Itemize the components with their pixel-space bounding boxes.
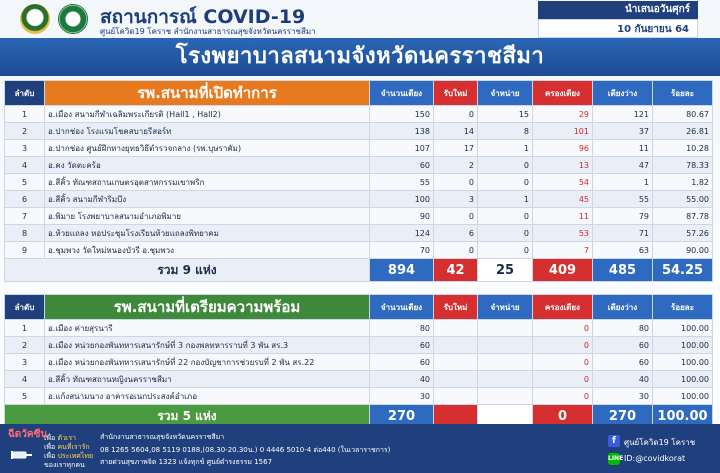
col-header-vacant: เตียงว่าง (593, 81, 653, 106)
row-vacant: 60 (593, 354, 653, 371)
open-field-hospitals-table (4, 80, 713, 282)
header (0, 0, 720, 38)
row-occupied: 0 (533, 320, 593, 337)
row-new (434, 337, 478, 354)
page-subtitle: ศูนย์โควิด19 โคราช สำนักงานสาธารณสุขจังหวัดนครราชสีมา (100, 27, 316, 36)
row-hospital-name: อ.สีคิ้ว ทัณฑสถานหญิงนครราชสีมา (45, 371, 370, 388)
row-occupied: 54 (533, 174, 593, 191)
footer (0, 424, 720, 473)
table-row (5, 123, 713, 140)
row-discharged (478, 320, 533, 337)
total-row (5, 259, 713, 282)
table-row (5, 242, 713, 259)
row-index: 4 (5, 371, 45, 388)
table-row (5, 371, 713, 388)
row-vacant: 11 (593, 140, 653, 157)
row-new (434, 371, 478, 388)
row-discharged (478, 371, 533, 388)
row-hospital-name: อ.คง วัดตะคร้อ (45, 157, 370, 174)
facebook-icon: f (608, 435, 620, 447)
row-index: 6 (5, 191, 45, 208)
row-occupied: 7 (533, 242, 593, 259)
row-index: 2 (5, 123, 45, 140)
row-percent: 1.82 (653, 174, 713, 191)
row-new: 0 (434, 174, 478, 191)
row-new (434, 354, 478, 371)
row-hospital-name: อ.เมือง หน่วยกองพันทหารเสนารักษ์ที่ 22 กองบัญชาการช่วยรบที่ 2 พัน สร.22 (45, 354, 370, 371)
row-occupied: 0 (533, 388, 593, 405)
row-index: 9 (5, 242, 45, 259)
row-occupied: 29 (533, 106, 593, 123)
row-index: 4 (5, 157, 45, 174)
provincial-seal-logo (20, 4, 50, 34)
row-beds: 40 (370, 371, 434, 388)
row-vacant: 1 (593, 174, 653, 191)
col-header-percent: ร้อยละ (653, 295, 713, 320)
total-label: รวม 9 แห่ง (5, 259, 370, 282)
table-row (5, 208, 713, 225)
campaign-tag-1: ตัวเรา (57, 434, 77, 442)
col-header-occupied: ครองเตียง (533, 81, 593, 106)
row-occupied: 96 (533, 140, 593, 157)
facebook-label: ศูนย์โควิด19 โคราช (624, 438, 696, 447)
report-date: 10 กันยายน 64 (538, 19, 698, 38)
row-beds: 150 (370, 106, 434, 123)
col-header-vacant: เตียงว่าง (593, 295, 653, 320)
footer-phones: 08 1265 5604,08 5119 0188,(08.30-20.30น.) 0 4446 5010-4 ต่อ440 (ในเวลาราชการ) (100, 446, 391, 454)
col-header-new: รับใหม่ (434, 81, 478, 106)
row-vacant: 80 (593, 320, 653, 337)
row-percent: 100.00 (653, 337, 713, 354)
row-percent: 100.00 (653, 354, 713, 371)
row-discharged: 1 (478, 140, 533, 157)
row-discharged: 8 (478, 123, 533, 140)
row-occupied: 53 (533, 225, 593, 242)
row-beds: 80 (370, 320, 434, 337)
col-header-beds: จำนวนเตียง (370, 81, 434, 106)
row-index: 3 (5, 140, 45, 157)
row-hospital-name: อ.สีคิ้ว ทัณฑสถานเกษตรอุตสาหกรรมเขาพริก (45, 174, 370, 191)
row-percent: 87.78 (653, 208, 713, 225)
table-header (5, 81, 713, 106)
row-discharged: 15 (478, 106, 533, 123)
table-row (5, 174, 713, 191)
row-percent: 100.00 (653, 388, 713, 405)
row-new: 3 (434, 191, 478, 208)
row-index: 3 (5, 354, 45, 371)
col-header-percent: ร้อยละ (653, 81, 713, 106)
row-hospital-name: อ.เมือง หน่วยกองพันทหารเสนารักษ์ที่ 3 กองพลทหารราบที่ 3 พัน สร.3 (45, 337, 370, 354)
row-vacant: 60 (593, 337, 653, 354)
row-new: 2 (434, 157, 478, 174)
row-new: 0 (434, 106, 478, 123)
row-discharged: 1 (478, 191, 533, 208)
line-link[interactable] (608, 454, 686, 463)
row-new: 6 (434, 225, 478, 242)
col-header-idx: ลำดับ (5, 81, 45, 106)
row-vacant: 47 (593, 157, 653, 174)
table-row (5, 140, 713, 157)
total-occupied: 409 (533, 259, 593, 282)
row-discharged: 0 (478, 174, 533, 191)
campaign-tag-3: ประเทศไทย (57, 452, 94, 460)
total-vacant: 485 (593, 259, 653, 282)
row-occupied: 101 (533, 123, 593, 140)
banner (0, 38, 720, 76)
row-hospital-name: อ.ห้วยแถลง หอประชุมโรงเรียนห้วยแถลงพิทยาคม (45, 225, 370, 242)
row-index: 5 (5, 174, 45, 191)
row-occupied: 0 (533, 354, 593, 371)
total-percent: 54.25 (653, 259, 713, 282)
line-icon: LINE (608, 453, 620, 465)
row-percent: 100.00 (653, 371, 713, 388)
row-new: 17 (434, 140, 478, 157)
row-hospital-name: อ.เมือง สนามกีฬาเฉลิมพระเกียรติ (Hall1 , Hall2) (45, 106, 370, 123)
table-row (5, 388, 713, 405)
row-discharged: 0 (478, 225, 533, 242)
row-occupied: 0 (533, 337, 593, 354)
row-vacant: 63 (593, 242, 653, 259)
row-percent: 10.28 (653, 140, 713, 157)
col-header-occupied: ครองเตียง (533, 295, 593, 320)
total-beds: 270 (370, 405, 434, 428)
report-date-box (538, 1, 698, 38)
row-index: 2 (5, 337, 45, 354)
row-percent: 80.67 (653, 106, 713, 123)
row-new: 0 (434, 208, 478, 225)
col-header-idx: ลำดับ (5, 295, 45, 320)
row-beds: 107 (370, 140, 434, 157)
row-percent: 55.00 (653, 191, 713, 208)
row-beds: 60 (370, 354, 434, 371)
row-index: 5 (5, 388, 45, 405)
section-title-open: รพ.สนามที่เปิดทำการ (45, 81, 370, 106)
col-header-new: รับใหม่ (434, 295, 478, 320)
row-new (434, 388, 478, 405)
row-hospital-name: อ.ปากช่อง โรงแรมโชคสบายรีสอร์ท (45, 123, 370, 140)
col-header-discharged: จำหน่าย (478, 81, 533, 106)
row-beds: 30 (370, 388, 434, 405)
section-title-standby: รพ.สนามที่เตรียมความพร้อม (45, 295, 370, 320)
row-hospital-name: อ.ปากช่อง ศูนย์ฝึกทางยุทธวิธีตำรวจกลาง (รพ.บุษราคัม) (45, 140, 370, 157)
table-row (5, 354, 713, 371)
row-index: 1 (5, 106, 45, 123)
row-percent: 78.33 (653, 157, 713, 174)
table-header (5, 295, 713, 320)
row-occupied: 13 (533, 157, 593, 174)
campaign-tag-2: คนที่เรารัก (57, 443, 90, 451)
table-row (5, 157, 713, 174)
row-index: 8 (5, 225, 45, 242)
row-occupied: 45 (533, 191, 593, 208)
row-beds: 55 (370, 174, 434, 191)
row-beds: 100 (370, 191, 434, 208)
row-hospital-name: อ.พิมาย โรงพยาบาลสนามอำเภอพิมาย (45, 208, 370, 225)
row-beds: 124 (370, 225, 434, 242)
campaign-tag-4: ของเราทุกคน (44, 461, 85, 469)
row-vacant: 121 (593, 106, 653, 123)
row-hospital-name: อ.สีคิ้ว สนามกีฬาริมบึง (45, 191, 370, 208)
row-beds: 138 (370, 123, 434, 140)
col-header-beds: จำนวนเตียง (370, 295, 434, 320)
row-discharged (478, 354, 533, 371)
row-discharged (478, 388, 533, 405)
total-discharged: 25 (478, 259, 533, 282)
banner-title: โรงพยาบาลสนามจังหวัดนครราชสีมา (175, 44, 545, 69)
footer-hotline: สายด่วนสุขภาพจิต 1323 แจ้งทุกข์ ศูนย์ดำรงธรรม 1567 (100, 458, 273, 466)
page-title: สถานการณ์ COVID-19 (100, 6, 306, 28)
report-day: นำเสนอวันศุกร์ (538, 1, 698, 19)
row-beds: 60 (370, 157, 434, 174)
row-discharged: 0 (478, 242, 533, 259)
total-occupied: 0 (533, 405, 593, 428)
ministry-of-health-logo (58, 4, 88, 34)
row-index: 1 (5, 320, 45, 337)
standby-field-hospitals-table (4, 294, 713, 428)
col-header-discharged: จำหน่าย (478, 295, 533, 320)
table-row (5, 337, 713, 354)
footer-office: สำนักงานสาธารณสุขจังหวัดนครราชสีมา (100, 433, 225, 441)
row-hospital-name: อ.ชุมพวง วัดใหม่หนองบัวรี อ.ชุมพวง (45, 242, 370, 259)
syringe-icon (10, 443, 34, 467)
row-percent: 90.00 (653, 242, 713, 259)
total-new: 42 (434, 259, 478, 282)
row-beds: 60 (370, 337, 434, 354)
row-discharged: 0 (478, 157, 533, 174)
row-vacant: 79 (593, 208, 653, 225)
campaign-tag-prefix: เพื่อ (44, 452, 56, 460)
campaign-tag-prefix: เพื่อ (44, 434, 56, 442)
total-percent: 100.00 (653, 405, 713, 428)
row-percent: 100.00 (653, 320, 713, 337)
table-row (5, 191, 713, 208)
row-discharged (478, 337, 533, 354)
table-row (5, 106, 713, 123)
row-index: 7 (5, 208, 45, 225)
row-percent: 26.81 (653, 123, 713, 140)
row-vacant: 55 (593, 191, 653, 208)
table-row (5, 320, 713, 337)
row-vacant: 71 (593, 225, 653, 242)
row-new: 0 (434, 242, 478, 259)
row-new (434, 320, 478, 337)
row-vacant: 37 (593, 123, 653, 140)
row-new: 14 (434, 123, 478, 140)
campaign-tag-prefix: เพื่อ (44, 443, 56, 451)
row-beds: 70 (370, 242, 434, 259)
row-occupied: 11 (533, 208, 593, 225)
row-beds: 90 (370, 208, 434, 225)
row-percent: 57.26 (653, 225, 713, 242)
table-row (5, 225, 713, 242)
row-occupied: 0 (533, 371, 593, 388)
campaign-brand: ฉีดวัคซีน (8, 429, 48, 440)
total-label: รวม 5 แห่ง (5, 405, 370, 428)
total-vacant: 270 (593, 405, 653, 428)
facebook-link[interactable] (612, 436, 696, 449)
vaccine-campaign-badge (4, 427, 94, 471)
line-label: ID:@covidkorat (624, 454, 686, 463)
row-hospital-name: อ.แก้งสนามนาง อาคารอเนกประสงค์อำเภอ (45, 388, 370, 405)
row-vacant: 30 (593, 388, 653, 405)
row-vacant: 40 (593, 371, 653, 388)
row-discharged: 0 (478, 208, 533, 225)
row-hospital-name: อ.เมือง ค่ายสุรนารี (45, 320, 370, 337)
total-beds: 894 (370, 259, 434, 282)
